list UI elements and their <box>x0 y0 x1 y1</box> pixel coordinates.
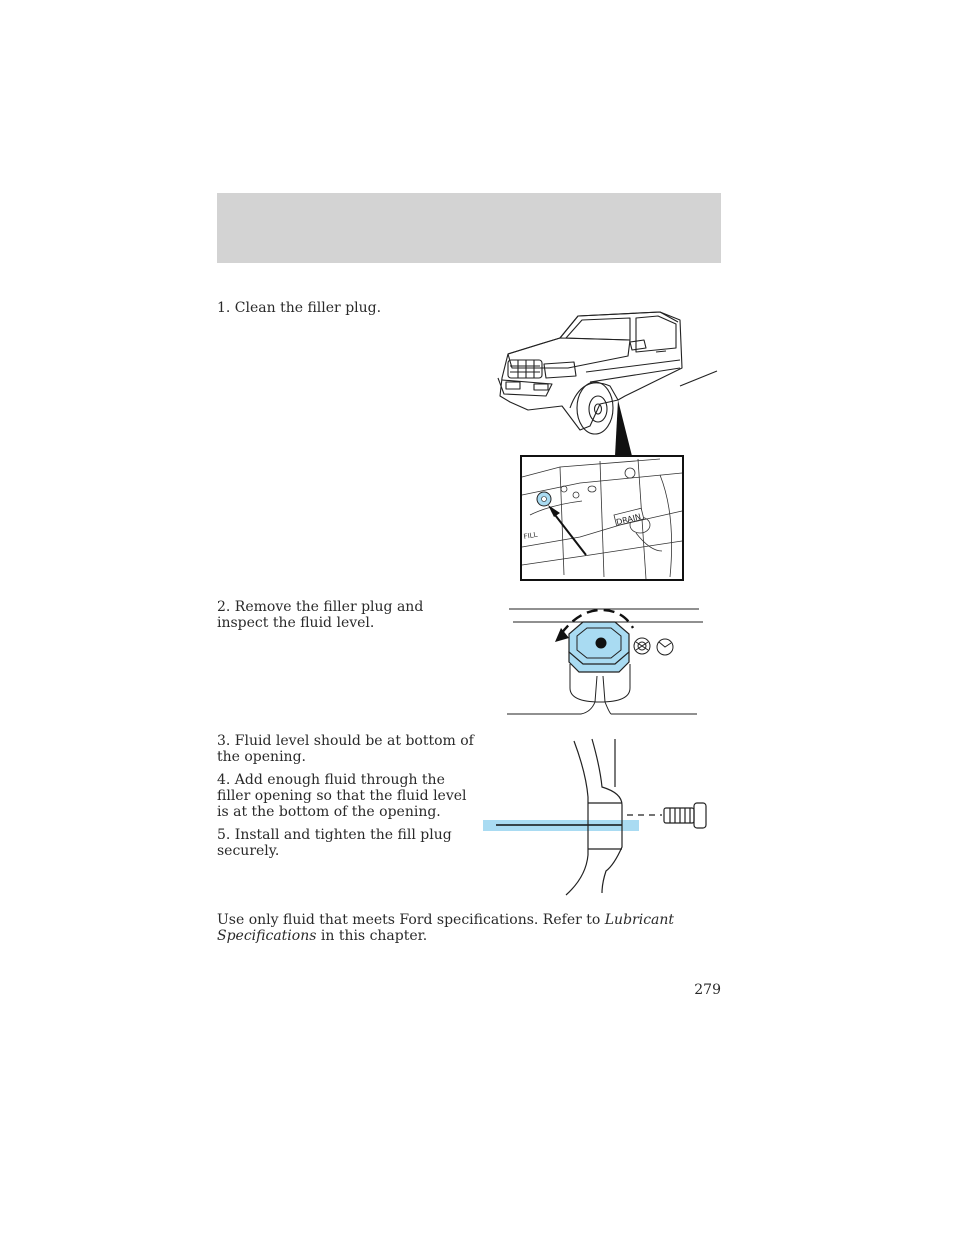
step-5-text: 5. Install and tighten the fill plug securely. <box>217 827 452 859</box>
step-3-text: 3. Fluid level should be at bottom of the opening. <box>217 733 474 765</box>
fill-plug-location-detail <box>520 455 684 581</box>
step-4-text: 4. Add enough fluid through the filler opening so that the fluid level is at the bottom of the opening. <box>217 772 467 820</box>
note-suffix: in this chapter. <box>316 928 428 944</box>
fluid-specification-note <box>217 912 721 944</box>
step-2-text: 2. Remove the filler plug and inspect the fluid level. <box>217 599 424 631</box>
steps-3-to-5 <box>217 733 482 866</box>
fluid-level-illustration <box>482 737 712 897</box>
page-number: 279 <box>694 982 721 998</box>
fill-label: FILL <box>522 530 539 541</box>
drain-label: DRAIN <box>615 512 642 527</box>
lubricant-specifications-reference: Lubricant Specifications <box>217 912 675 944</box>
step-1-text: 1. Clean the filler plug. <box>217 300 382 316</box>
truck-illustration <box>490 308 720 458</box>
note-prefix: Use only fluid that meets Ford specifications. Refer to <box>217 912 605 928</box>
filler-plug-removal-illustration <box>505 602 705 718</box>
section-header-bar <box>217 193 721 263</box>
